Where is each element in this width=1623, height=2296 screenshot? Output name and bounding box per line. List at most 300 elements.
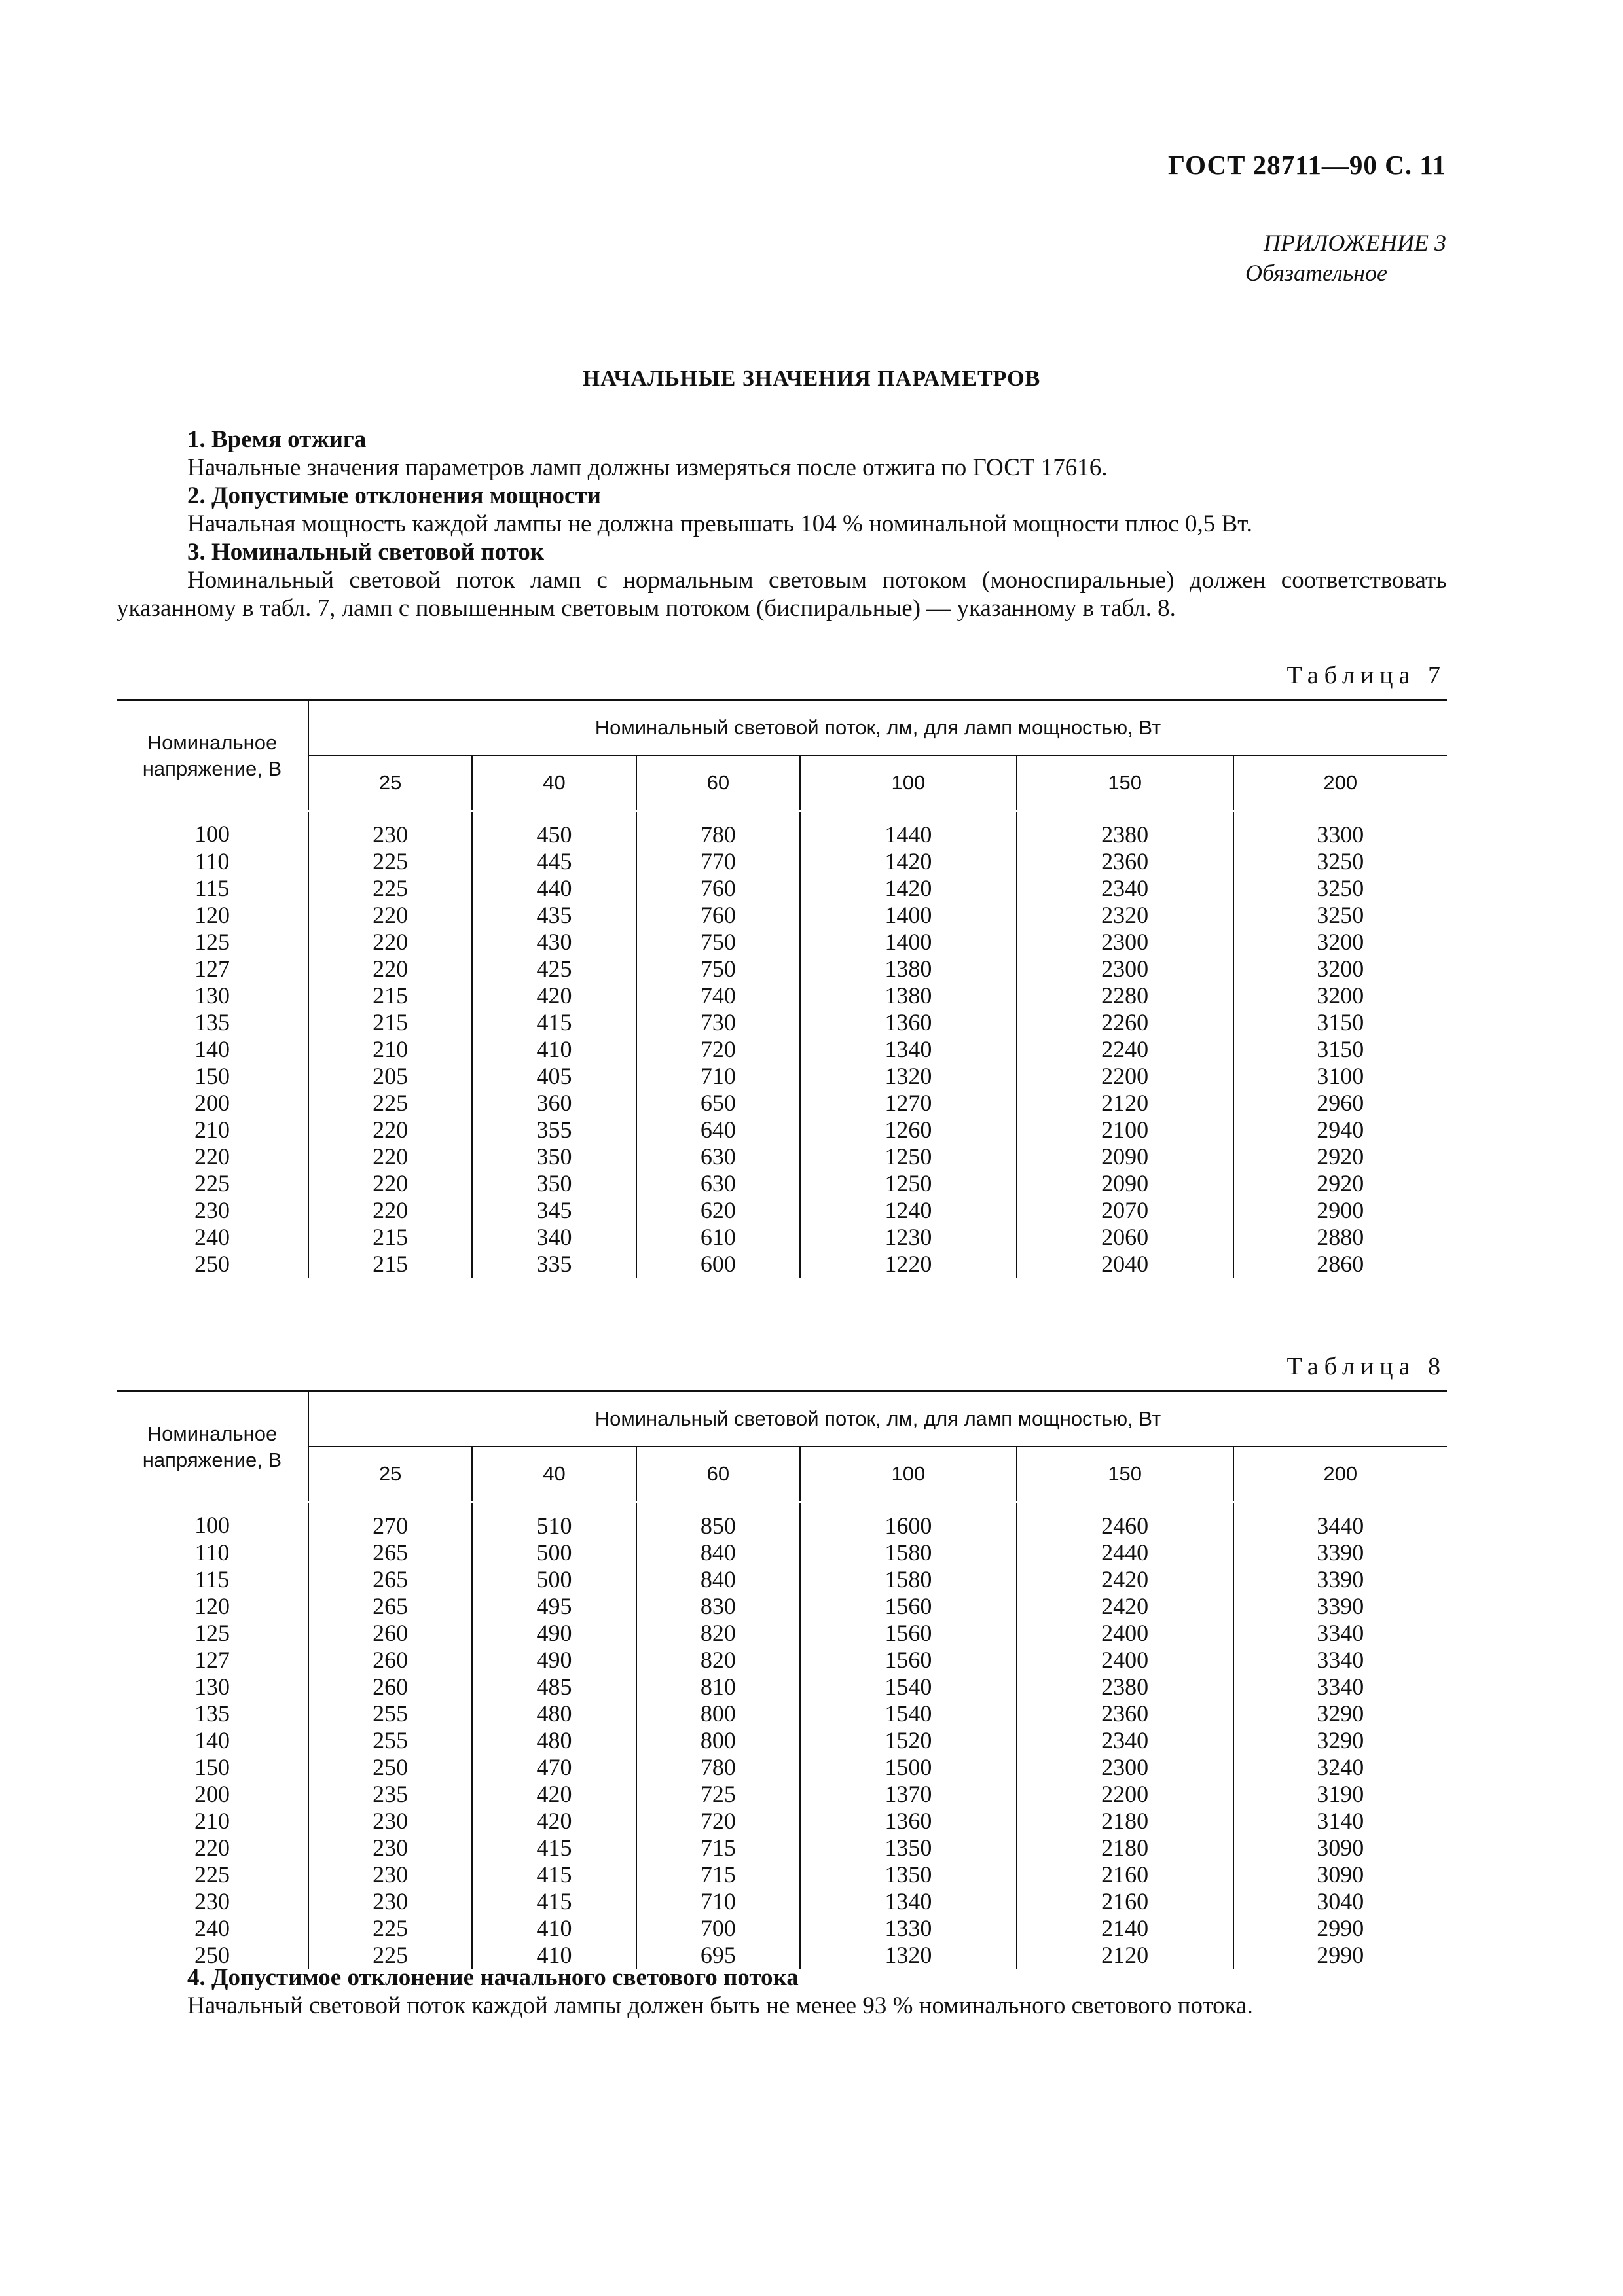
table-row [117, 982, 1447, 1009]
flux-cell: 840 [636, 1566, 800, 1593]
power-header: 60 [636, 1446, 800, 1502]
flux-cell: 1250 [800, 1143, 1017, 1170]
appendix-label [1245, 228, 1446, 288]
flux-cell: 350 [472, 1143, 636, 1170]
flux-cell: 2180 [1017, 1835, 1233, 1861]
flux-cell: 250 [308, 1754, 472, 1781]
flux-cell: 3040 [1317, 1888, 1364, 1914]
flux-cell: 450 [472, 811, 636, 848]
flux-cell: 2140 [1017, 1915, 1233, 1942]
power-header: 100 [800, 755, 1017, 811]
flux-cell: 3390 [1317, 1539, 1364, 1566]
voltage-cell: 125 [117, 1620, 308, 1647]
table-7 [117, 699, 1447, 1278]
voltage-cell: 210 [117, 1808, 308, 1835]
flux-cell: 720 [636, 1808, 800, 1835]
flux-cell: 265 [308, 1566, 472, 1593]
flux-cell: 220 [308, 956, 472, 982]
flux-cell: 355 [472, 1117, 636, 1143]
section-1-heading: 1. Время отжига [187, 426, 367, 453]
voltage-cell: 225 [117, 1170, 308, 1197]
flux-cell: 2120 [1017, 1942, 1233, 1969]
flux-cell: 260 [308, 1620, 472, 1647]
table-row [117, 1502, 1447, 1539]
table-row [117, 1754, 1447, 1781]
flux-cell: 1340 [800, 1888, 1017, 1915]
flux-cell: 420 [472, 1781, 636, 1808]
flux-cell: 2990 [1317, 1915, 1364, 1941]
flux-cell: 760 [636, 875, 800, 902]
voltage-cell: 130 [117, 1674, 308, 1700]
flux-cell: 2420 [1017, 1593, 1233, 1620]
flux-cell: 600 [636, 1251, 800, 1278]
flux-cell: 2400 [1017, 1620, 1233, 1647]
flux-cell: 3250 [1317, 902, 1364, 928]
power-header: 40 [472, 755, 636, 811]
flux-cell: 3390 [1317, 1593, 1364, 1619]
flux-cell: 710 [636, 1063, 800, 1090]
flux-cell: 415 [472, 1009, 636, 1036]
flux-cell: 420 [472, 1808, 636, 1835]
sections-1-3 [117, 425, 1447, 622]
flux-cell: 225 [308, 848, 472, 875]
voltage-cell: 125 [117, 929, 308, 956]
flux-cell: 1560 [800, 1620, 1017, 1647]
table-row [117, 811, 1447, 848]
flux-cell: 840 [636, 1539, 800, 1566]
flux-cell: 220 [308, 1117, 472, 1143]
flux-cell: 2070 [1017, 1197, 1233, 1224]
flux-cell: 725 [636, 1781, 800, 1808]
flux-cell: 3290 [1317, 1727, 1364, 1753]
flux-cell: 415 [472, 1861, 636, 1888]
flux-cell: 230 [308, 1808, 472, 1835]
table-8-body [117, 1502, 1447, 1969]
flux-cell: 3190 [1317, 1781, 1364, 1807]
flux-cell: 470 [472, 1754, 636, 1781]
flux-cell: 3100 [1317, 1063, 1364, 1089]
flux-cell: 1330 [800, 1915, 1017, 1942]
flux-cell: 2100 [1017, 1117, 1233, 1143]
flux-cell: 2440 [1017, 1539, 1233, 1566]
flux-cell: 2860 [1317, 1251, 1364, 1277]
flux-cell: 2200 [1017, 1781, 1233, 1808]
flux-cell: 2280 [1017, 982, 1233, 1009]
flux-cell: 485 [472, 1674, 636, 1700]
flux-cell: 1380 [800, 956, 1017, 982]
flux-cell: 490 [472, 1620, 636, 1647]
flux-cell: 425 [472, 956, 636, 982]
flux-cell: 215 [308, 1224, 472, 1251]
flux-cell: 230 [308, 1861, 472, 1888]
flux-cell: 3340 [1317, 1620, 1364, 1646]
flux-cell: 270 [308, 1502, 472, 1539]
voltage-cell: 120 [117, 902, 308, 929]
flux-cell: 230 [308, 1888, 472, 1915]
flux-cell: 265 [308, 1593, 472, 1620]
page-header: ГОСТ 28711—90 С. 11 [1168, 150, 1446, 180]
table-row [117, 1036, 1447, 1063]
voltage-cell: 110 [117, 1539, 308, 1566]
flux-cell: 2420 [1017, 1566, 1233, 1593]
flux-cell: 820 [636, 1620, 800, 1647]
flux-cell: 220 [308, 902, 472, 929]
flux-cell: 2990 [1317, 1942, 1364, 1968]
flux-cell: 620 [636, 1197, 800, 1224]
voltage-cell: 250 [117, 1251, 308, 1278]
voltage-cell: 130 [117, 982, 308, 1009]
flux-cell: 1260 [800, 1117, 1017, 1143]
flux-cell: 225 [308, 1090, 472, 1117]
voltage-cell: 135 [117, 1700, 308, 1727]
flux-cell: 220 [308, 1170, 472, 1197]
table-row [117, 929, 1447, 956]
flux-cell: 720 [636, 1036, 800, 1063]
flux-cell: 405 [472, 1063, 636, 1090]
flux-cell: 1420 [800, 875, 1017, 902]
flux-cell: 3250 [1317, 875, 1364, 901]
voltage-cell: 220 [117, 1143, 308, 1170]
flux-cell: 420 [472, 982, 636, 1009]
voltage-cell: 100 [117, 811, 308, 848]
flux-cell: 3200 [1317, 956, 1364, 982]
flux-cell: 1220 [800, 1251, 1017, 1278]
flux-cell: 230 [308, 1835, 472, 1861]
flux-cell: 1250 [800, 1170, 1017, 1197]
flux-cell: 3300 [1317, 821, 1364, 848]
flux-cell: 2400 [1017, 1647, 1233, 1674]
flux-cell: 630 [636, 1143, 800, 1170]
table-row [117, 1808, 1447, 1835]
flux-cell: 265 [308, 1539, 472, 1566]
flux-cell: 3340 [1317, 1674, 1364, 1700]
flux-cell: 1350 [800, 1861, 1017, 1888]
flux-cell: 1580 [800, 1539, 1017, 1566]
flux-cell: 415 [472, 1888, 636, 1915]
voltage-cell: 225 [117, 1861, 308, 1888]
flux-cell: 1360 [800, 1808, 1017, 1835]
flux-cell: 500 [472, 1566, 636, 1593]
voltage-cell: 210 [117, 1117, 308, 1143]
flux-cell: 1540 [800, 1700, 1017, 1727]
flux-cell: 2900 [1317, 1197, 1364, 1223]
voltage-header: Номинальное напряжение, В [117, 700, 308, 812]
appendix-status: Обязательное [1245, 260, 1387, 286]
flux-cell: 500 [472, 1539, 636, 1566]
voltage-cell: 240 [117, 1224, 308, 1251]
flux-cell: 2160 [1017, 1888, 1233, 1915]
flux-cell: 760 [636, 902, 800, 929]
flux-cell: 360 [472, 1090, 636, 1117]
flux-cell: 650 [636, 1090, 800, 1117]
flux-cell: 3150 [1317, 1036, 1364, 1062]
flux-cell: 510 [472, 1502, 636, 1539]
flux-cell: 2360 [1017, 1700, 1233, 1727]
flux-cell: 480 [472, 1700, 636, 1727]
flux-cell: 2120 [1017, 1090, 1233, 1117]
flux-cell: 2260 [1017, 1009, 1233, 1036]
flux-cell: 1270 [800, 1090, 1017, 1117]
table-row [117, 1170, 1447, 1197]
flux-cell: 255 [308, 1700, 472, 1727]
voltage-header: Номинальное напряжение, В [117, 1391, 308, 1503]
flux-cell: 3200 [1317, 982, 1364, 1009]
flux-cell: 490 [472, 1647, 636, 1674]
table-row [117, 875, 1447, 902]
flux-cell: 415 [472, 1835, 636, 1861]
flux-cell: 210 [308, 1036, 472, 1063]
flux-cell: 2040 [1017, 1251, 1233, 1278]
flux-cell: 730 [636, 1009, 800, 1036]
voltage-cell: 140 [117, 1727, 308, 1754]
section-4-text: Начальный световой поток каждой лампы должен быть не менее 93 % номинального светового потока. [187, 1992, 1253, 2019]
flux-cell: 225 [308, 1942, 472, 1969]
flux-cell: 715 [636, 1835, 800, 1861]
power-header: 150 [1017, 1446, 1233, 1502]
voltage-cell: 230 [117, 1197, 308, 1224]
table-row [117, 1781, 1447, 1808]
flux-cell: 1320 [800, 1942, 1017, 1969]
voltage-cell: 127 [117, 956, 308, 982]
table-row [117, 1861, 1447, 1888]
flux-cell: 3250 [1317, 848, 1364, 874]
flux-cell: 3140 [1317, 1808, 1364, 1834]
flux-cell: 2200 [1017, 1063, 1233, 1090]
table-row [117, 1063, 1447, 1090]
table-8 [117, 1390, 1447, 1969]
flux-cell: 230 [308, 811, 472, 848]
flux-cell: 350 [472, 1170, 636, 1197]
flux-cell: 260 [308, 1674, 472, 1700]
table-row [117, 848, 1447, 875]
table-7-caption: Таблица 7 [1286, 662, 1446, 689]
flux-cell: 2300 [1017, 956, 1233, 982]
flux-cell: 2340 [1017, 1727, 1233, 1754]
section-4-heading: 4. Допустимое отклонение начального светового потока [187, 1964, 799, 1991]
table-row [117, 1700, 1447, 1727]
table-row [117, 1835, 1447, 1861]
flux-cell: 480 [472, 1727, 636, 1754]
table-row [117, 1647, 1447, 1674]
flux-cell: 1440 [800, 811, 1017, 848]
table-row [117, 1117, 1447, 1143]
flux-cell: 3240 [1317, 1754, 1364, 1780]
flux-cell: 1420 [800, 848, 1017, 875]
flux-cell: 2160 [1017, 1861, 1233, 1888]
flux-cell: 410 [472, 1036, 636, 1063]
table-8-caption: Таблица 8 [1286, 1353, 1446, 1380]
flux-cell: 630 [636, 1170, 800, 1197]
flux-cell: 2240 [1017, 1036, 1233, 1063]
flux-cell: 715 [636, 1861, 800, 1888]
table-row [117, 1090, 1447, 1117]
flux-cell: 1320 [800, 1063, 1017, 1090]
voltage-cell: 135 [117, 1009, 308, 1036]
flux-cell: 215 [308, 982, 472, 1009]
flux-cell: 1400 [800, 929, 1017, 956]
flux-cell: 435 [472, 902, 636, 929]
power-header: 150 [1017, 755, 1233, 811]
flux-cell: 1370 [800, 1781, 1017, 1808]
power-header: 40 [472, 1446, 636, 1502]
table-row [117, 1674, 1447, 1700]
table-row [117, 1566, 1447, 1593]
flux-cell: 1380 [800, 982, 1017, 1009]
table-row [117, 902, 1447, 929]
table-row [117, 1224, 1447, 1251]
flux-cell: 740 [636, 982, 800, 1009]
flux-cell: 445 [472, 848, 636, 875]
flux-cell: 235 [308, 1781, 472, 1808]
table-row [117, 1620, 1447, 1647]
flux-cell: 2180 [1017, 1808, 1233, 1835]
flux-cell: 750 [636, 956, 800, 982]
power-header: 25 [308, 1446, 472, 1502]
flux-cell: 1600 [800, 1502, 1017, 1539]
voltage-cell: 240 [117, 1915, 308, 1942]
appendix-number: ПРИЛОЖЕНИЕ 3 [1264, 230, 1446, 256]
voltage-cell: 115 [117, 875, 308, 902]
flux-group-header: Номинальный световой поток, лм, для ламп мощностью, Вт [308, 1391, 1447, 1447]
flux-cell: 1340 [800, 1036, 1017, 1063]
flux-cell: 215 [308, 1251, 472, 1278]
table-row [117, 1539, 1447, 1566]
section-3-heading: 3. Номинальный световой поток [187, 539, 545, 565]
voltage-cell: 110 [117, 848, 308, 875]
flux-cell: 1230 [800, 1224, 1017, 1251]
section-2-text: Начальная мощность каждой лампы не должна превышать 104 % номинальной мощности плюс 0,5 Вт. [187, 511, 1252, 537]
voltage-cell: 200 [117, 1090, 308, 1117]
table-row [117, 1727, 1447, 1754]
flux-cell: 3390 [1317, 1566, 1364, 1592]
flux-cell: 430 [472, 929, 636, 956]
flux-cell: 3440 [1317, 1513, 1364, 1539]
flux-cell: 1240 [800, 1197, 1017, 1224]
flux-cell: 225 [308, 875, 472, 902]
voltage-cell: 230 [117, 1888, 308, 1915]
flux-cell: 1400 [800, 902, 1017, 929]
flux-cell: 830 [636, 1593, 800, 1620]
table-row [117, 1143, 1447, 1170]
flux-cell: 810 [636, 1674, 800, 1700]
flux-cell: 640 [636, 1117, 800, 1143]
section-3-text: Номинальный световой поток ламп с нормальным световым потоком (моноспиральные) должен соответствовать указанному в табл. 7, ламп с повышенным световым потоком (биспиральные) — указанному в табл. 8. [117, 567, 1447, 622]
table-row [117, 1888, 1447, 1915]
flux-cell: 1560 [800, 1593, 1017, 1620]
flux-cell: 340 [472, 1224, 636, 1251]
flux-cell: 410 [472, 1915, 636, 1942]
flux-cell: 850 [636, 1502, 800, 1539]
voltage-cell: 250 [117, 1942, 308, 1969]
flux-cell: 495 [472, 1593, 636, 1620]
power-header: 60 [636, 755, 800, 811]
power-header: 200 [1233, 1446, 1447, 1502]
flux-cell: 3200 [1317, 929, 1364, 955]
flux-cell: 2920 [1317, 1143, 1364, 1170]
power-header: 100 [800, 1446, 1017, 1502]
voltage-cell: 150 [117, 1063, 308, 1090]
voltage-cell: 127 [117, 1647, 308, 1674]
section-2-heading: 2. Допустимые отклонения мощности [187, 482, 601, 509]
flux-cell: 2340 [1017, 875, 1233, 902]
flux-cell: 1540 [800, 1674, 1017, 1700]
flux-cell: 2880 [1317, 1224, 1364, 1250]
flux-cell: 1500 [800, 1754, 1017, 1781]
flux-cell: 780 [636, 811, 800, 848]
flux-cell: 440 [472, 875, 636, 902]
section-4 [117, 1964, 1447, 2020]
flux-cell: 2380 [1017, 1674, 1233, 1700]
table-row [117, 956, 1447, 982]
voltage-cell: 100 [117, 1502, 308, 1539]
table-row [117, 1251, 1447, 1278]
table-7-body [117, 811, 1447, 1278]
flux-cell: 2940 [1317, 1117, 1364, 1143]
flux-cell: 1360 [800, 1009, 1017, 1036]
flux-cell: 610 [636, 1224, 800, 1251]
flux-cell: 1580 [800, 1566, 1017, 1593]
table-row [117, 1915, 1447, 1942]
flux-cell: 2300 [1017, 929, 1233, 956]
flux-cell: 220 [308, 1197, 472, 1224]
flux-cell: 410 [472, 1942, 636, 1969]
flux-cell: 2060 [1017, 1224, 1233, 1251]
flux-cell: 820 [636, 1647, 800, 1674]
flux-cell: 2090 [1017, 1170, 1233, 1197]
flux-cell: 2960 [1317, 1090, 1364, 1116]
flux-cell: 2380 [1017, 811, 1233, 848]
flux-cell: 2460 [1017, 1502, 1233, 1539]
flux-cell: 1350 [800, 1835, 1017, 1861]
flux-cell: 800 [636, 1700, 800, 1727]
flux-cell: 2320 [1017, 902, 1233, 929]
flux-cell: 770 [636, 848, 800, 875]
flux-cell: 2360 [1017, 848, 1233, 875]
flux-cell: 345 [472, 1197, 636, 1224]
flux-group-header: Номинальный световой поток, лм, для ламп мощностью, Вт [308, 700, 1447, 756]
flux-cell: 205 [308, 1063, 472, 1090]
table-row [117, 1197, 1447, 1224]
flux-cell: 255 [308, 1727, 472, 1754]
flux-cell: 225 [308, 1915, 472, 1942]
table-row [117, 1009, 1447, 1036]
flux-cell: 1520 [800, 1727, 1017, 1754]
voltage-cell: 150 [117, 1754, 308, 1781]
voltage-cell: 200 [117, 1781, 308, 1808]
voltage-cell: 220 [117, 1835, 308, 1861]
flux-cell: 220 [308, 929, 472, 956]
flux-cell: 780 [636, 1754, 800, 1781]
power-header: 25 [308, 755, 472, 811]
flux-cell: 750 [636, 929, 800, 956]
flux-cell: 710 [636, 1888, 800, 1915]
flux-cell: 2300 [1017, 1754, 1233, 1781]
flux-cell: 3150 [1317, 1009, 1364, 1035]
flux-cell: 260 [308, 1647, 472, 1674]
flux-cell: 695 [636, 1942, 800, 1969]
voltage-cell: 120 [117, 1593, 308, 1620]
document-title: НАЧАЛЬНЫЕ ЗНАЧЕНИЯ ПАРАМЕТРОВ [582, 367, 1041, 391]
flux-cell: 3090 [1317, 1861, 1364, 1888]
flux-cell: 3290 [1317, 1700, 1364, 1727]
flux-cell: 800 [636, 1727, 800, 1754]
flux-cell: 700 [636, 1915, 800, 1942]
flux-cell: 3340 [1317, 1647, 1364, 1673]
flux-cell: 2090 [1017, 1143, 1233, 1170]
flux-cell: 2920 [1317, 1170, 1364, 1196]
section-1-text: Начальные значения параметров ламп должны измеряться после отжига по ГОСТ 17616. [187, 454, 1108, 481]
voltage-cell: 140 [117, 1036, 308, 1063]
